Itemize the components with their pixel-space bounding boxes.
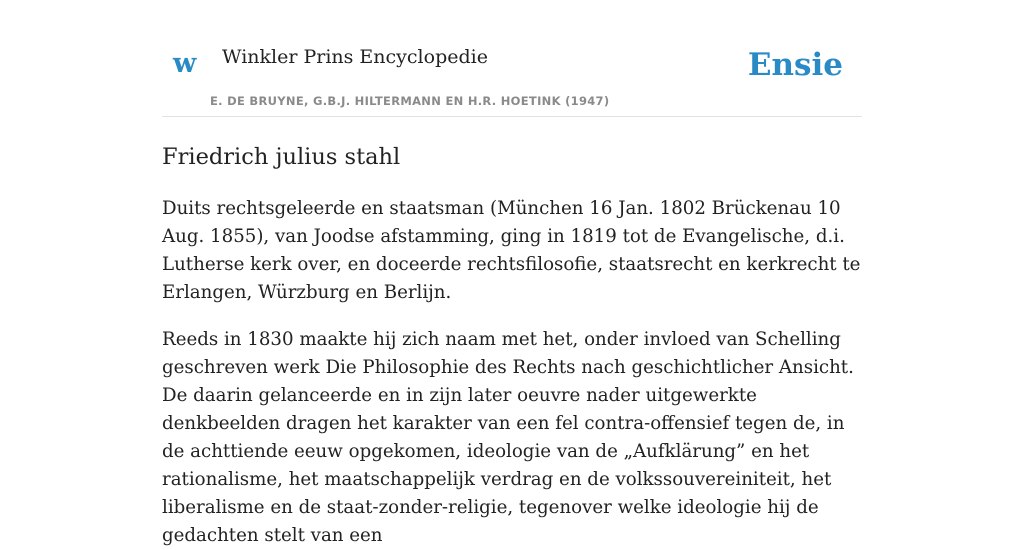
page-container bbox=[162, 0, 862, 550]
article bbox=[162, 143, 862, 550]
article-title: Friedrich julius stahl bbox=[162, 144, 401, 170]
publication-authors: E. DE BRUYNE, G.B.J. HILTERMANN EN H.R. HOETINK (1947) bbox=[210, 94, 610, 108]
article-paragraph: Duits rechtsgeleerde en staatsman (München 16 Jan. 1802 Brückenau 10 Aug. 1855), van Joodse afstamming, ging in 1819 tot de Evangelische, d.i. Lutherse kerk over, en doceerde rechtsfilosofie, staatsrecht en kerkrecht te Erlangen, Würzburg en Berlijn. bbox=[162, 198, 861, 304]
site-header bbox=[162, 0, 862, 117]
winkler-prins-logo[interactable]: w bbox=[173, 48, 197, 79]
article-paragraph: Reeds in 1830 maakte hij zich naam met het, onder invloed van Schelling geschreven werk Die Philosophie des Rechts nach geschichtlicher Ansicht. De daarin gelanceerde en in zijn later oeuvre nader uitgewerkte denkbeelden dragen het karakter van een fel contra-offensief tegen de, in de achttiende eeuw opgekomen, ideologie van de „Aufklärung” en het rationalisme, het maatschappelijk verdrag en de volkssouvereiniteit, het liberalisme en de staat-zonder-religie, tegenover welke ideologie hij de gedachten stelt van een bbox=[162, 329, 854, 547]
publication-title[interactable]: Winkler Prins Encyclopedie bbox=[222, 46, 488, 68]
ensie-logo-link[interactable]: Ensie bbox=[747, 47, 843, 83]
